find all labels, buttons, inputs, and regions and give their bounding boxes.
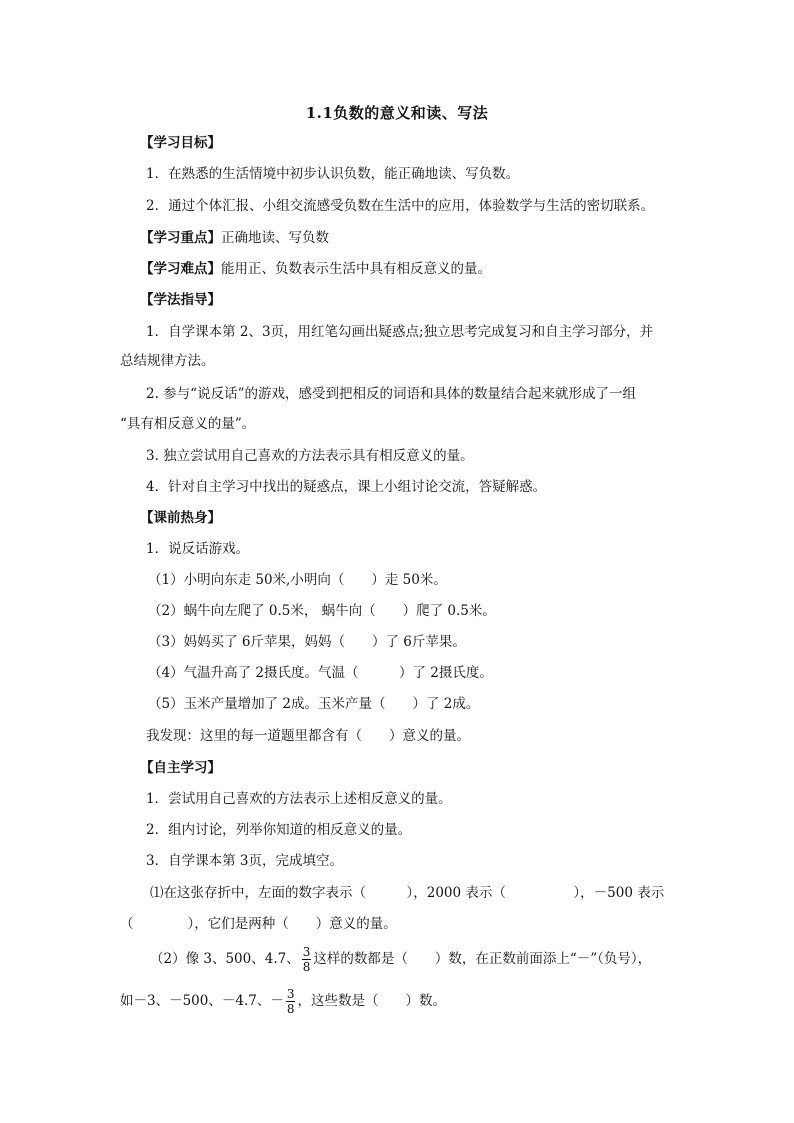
warmup-question-5: （5）玉米产量增加了 2成。玉米产量（ ）了 2成。: [148, 696, 480, 712]
fraction-three-eighths: [302, 945, 312, 974]
warmup-question-3: （3）妈妈买了 6斤苹果，妈妈（ ）了 6斤苹果。: [148, 634, 466, 650]
guidance-item-1-line-1: 1．自学课本第 2、3页，用红笔勾画出疑惑点;独立思考完成复习和自主学习部分，并: [146, 324, 654, 340]
fraction-numerator: 3: [302, 945, 311, 959]
self-study-question-2-line-2: [120, 986, 680, 1016]
guidance-item-4: 4．针对自主学习中找出的疑惑点，课上小组讨论交流，答疑解惑。: [146, 479, 547, 495]
objectives-heading: 【学习目标】: [140, 135, 221, 151]
key-point: [140, 228, 700, 248]
fraction-negative-three-eighths: [286, 987, 296, 1016]
guidance-item-2-line-1: 2. 参与“说反话”的游戏，感受到把相反的词语和具体的数量结合起来就形成了一组: [146, 386, 636, 402]
fraction-denominator: 8: [286, 1002, 295, 1016]
self-study-item-1: 1．尝试用自己喜欢的方法表示上述相反意义的量。: [146, 791, 452, 807]
fraction-denominator: 8: [302, 960, 311, 974]
warmup-discovery: 我发现：这里的每一道题里都含有（ ）意义的量。: [146, 728, 470, 744]
fraction-numerator: 3: [286, 987, 295, 1001]
warmup-heading: 【课前热身】: [140, 510, 221, 526]
guidance-item-3: 3. 独立尝试用自己喜欢的方法表示具有相反意义的量。: [146, 448, 474, 464]
guidance-heading: 【学法指导】: [140, 292, 221, 308]
warmup-question-4: （4）气温升高了 2摄氏度。气温（ ）了 2摄氏度。: [148, 665, 493, 681]
warmup-item-1: 1．说反话游戏。: [146, 541, 250, 557]
difficulty: [140, 259, 700, 279]
q2-text-part-2: 这样的数都是（ ）数，在正数前面添上“－”（负号），: [313, 951, 652, 967]
q2-line2-text-part-1: 如－3、－500、－4.7、－: [120, 993, 284, 1009]
self-study-heading: 【自主学习】: [140, 760, 221, 776]
difficulty-text: 能用正、负数表示生活中具有相反意义的量。: [221, 261, 491, 277]
guidance-item-1-line-2: 总结规律方法。: [120, 353, 215, 369]
key-point-label: 【学习重点】: [140, 230, 221, 246]
self-study-item-3: 3．自学课本第 3页，完成填空。: [146, 853, 343, 869]
q2-line2-text-part-2: ，这些数是（ ）数。: [297, 993, 446, 1009]
objective-item-1: 1．在熟悉的生活情境中初步认识负数，能正确地读、写负数。: [146, 166, 520, 182]
self-study-question-2-line-1: [150, 944, 710, 974]
warmup-question-1: （1）小明向东走 50米,小明向（ ）走 50米。: [148, 572, 447, 588]
page-title: 1.1负数的意义和读、写法: [305, 104, 489, 122]
self-study-question-1-line-2: （ ），它们是两种（ ）意义的量。: [120, 916, 397, 932]
self-study-item-2: 2．组内讨论，列举你知道的相反意义的量。: [146, 822, 412, 838]
self-study-question-1-line-1: ⑴在这张存折中，左面的数字表示（ ），2000 表示（ ），－500 表示: [150, 885, 665, 901]
difficulty-label: 【学习难点】: [140, 261, 221, 277]
key-point-text: 正确地读、写负数: [221, 230, 329, 246]
objective-item-2: 2．通过个体汇报、小组交流感受负数在生活中的应用，体验数学与生活的密切联系。: [146, 198, 655, 214]
warmup-question-2: （2）蜗牛向左爬了 0.5米， 蜗牛向（ ）爬了 0.5米。: [148, 603, 496, 619]
q2-text-part-1: （2）像 3、500、4.7、: [150, 951, 300, 967]
guidance-item-2-line-2: “具有相反意义的量”。: [120, 416, 256, 432]
